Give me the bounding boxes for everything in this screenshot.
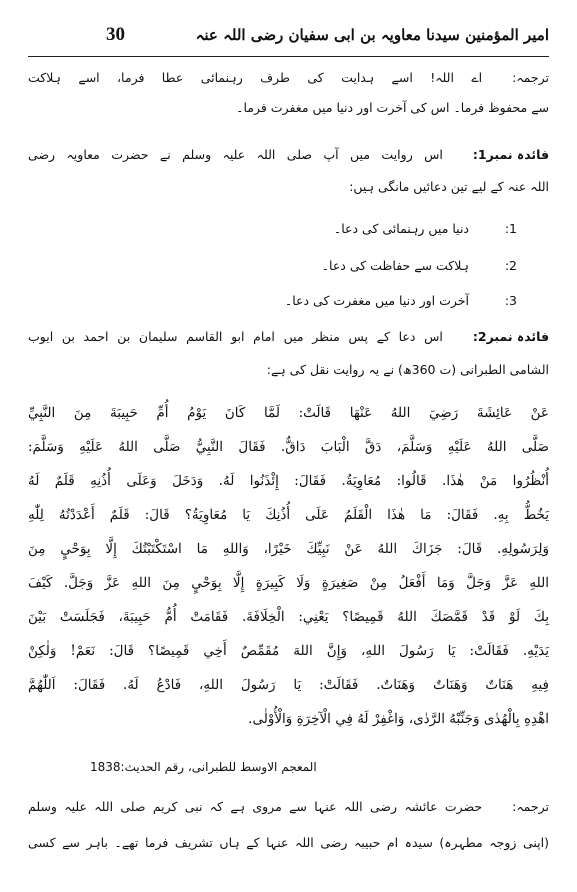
list-item-number: 3: xyxy=(504,293,517,308)
arabic-text-line: عَنْ عَائِشَةَ رَضِيَ اللهُ عَنْهَا قَالَتْ: لَمَّا كَانَ يَوْمُ أُمِّ حَبِيبَةَ مِنَ النَّبِيِّ xyxy=(28,405,549,421)
list-item xyxy=(285,291,517,311)
arabic-text-line: يَدَيْهِ. فَقَالَتْ: يَا رَسُولَ اللهِ، وَإِنَّ اللهَ مُقَمِّصٌ أَخِي قَمِيصًا؟ قَالَ: نَعَمْ! وَلٰكِنْ xyxy=(28,643,549,659)
arabic-text-line: اهْدِهِ بِالْهُدٰى وَجَنِّبْهُ الرَّدٰى، وَاغْفِرْ لَهُ فِي الْآخِرَةِ وَالْأُوْلٰى. xyxy=(248,711,549,727)
note1-text1: اس روایت میں آپ صلی اللہ علیہ وسلم نے حضرت معاویہ رضی xyxy=(28,147,443,162)
arabic-text-line: يَخُطُّ بِهِ. فَقَالَ: مَا هٰذَا الْقَلَمُ عَلَى أُذُنِكَ يَا مُعَاوِيَةُ؟ قَالَ: قَلَمٌ أَعْدَدْتُهُ لِلّٰهِ xyxy=(28,507,549,523)
translation2-label: ترجمہ: xyxy=(512,799,549,814)
page-header xyxy=(28,18,549,57)
translation2-line1 xyxy=(28,797,549,817)
list-item-text: دنیا میں رہنمائی کی دعا۔ xyxy=(333,221,469,236)
list-item xyxy=(322,256,517,276)
hadith-reference: المعجم الاوسط للطبرانی، رقم الحدیث:1838 xyxy=(90,760,317,774)
list-item-text: ہلاکت سے حفاظت کی دعا۔ xyxy=(321,258,469,273)
arabic-text-line: بِكَ لَوْ قَدْ قَمَّصَكَ اللهُ قَمِيصًا؟ يَعْنِي: الْخِلَافَةَ. فَقَامَتْ أُمُّ حَبِيبَةَ، فَجَلَسَتْ بَيْنَ xyxy=(28,609,549,625)
translation1-line1 xyxy=(28,68,549,88)
running-title: امیر المؤمنین سیدنا معاویہ بن ابی سفیان رضی اللہ عنہ xyxy=(195,26,549,44)
list-item-number: 1: xyxy=(504,221,517,236)
arabic-text-line: أُنْظُرُوا مَنْ هٰذَا. قَالُوا: مُعَاوِيَةُ. فَقَالَ: إِئْذَنُوا لَهُ. وَدَخَلَ وَعَلَى أُذُنِهِ قَلَمٌ لَهُ xyxy=(28,473,549,489)
arabic-text-line: صَلَّى اللهُ عَلَيْهِ وَسَلَّمَ، دَقَّ الْبَابَ دَاقٌّ. فَقَالَ النَّبِيُّ صَلَّى اللهُ عَلَيْهِ وَسَلَّمَ: xyxy=(28,439,549,455)
page-number: 30 xyxy=(106,24,125,45)
arabic-text-line: وَلِرَسُولِهِ. قَالَ: جَزَاكَ اللهُ عَنْ نَبِيِّكَ خَيْرًا، وَاللهِ مَا اسْتَكْتَبْتُكَ إِلَّا بِوَحْيٍ مِنَ xyxy=(28,541,549,557)
note2-text1: اس دعا کے پس منظر میں امام ابو القاسم سلیمان بن احمد بن ایوب xyxy=(28,329,443,344)
arabic-text-line: فِيهِ هَنَاتٌ وَهَنَاتٌ وَهَنَاتٌ. فَقَالَتْ: يَا رَسُولَ اللهِ، فَادْعُ لَهُ. فَقَالَ: اَللّٰهُمَّ xyxy=(28,677,549,693)
arabic-text-line: اللهِ عَزَّ وَجَلَّ وَمَا أَفْعَلُ مِنْ صَغِيرَةٍ وَلَا كَبِيرَةٍ إِلَّا بِوَحْيٍ مِنَ اللهِ عَزَّ وَجَلَّ. كَيْفَ xyxy=(28,575,549,591)
translation2-text1: حضرت عائشہ رضی اللہ عنہا سے مروی ہے کہ نبی کریم صلی اللہ علیہ وسلم xyxy=(28,799,483,814)
note2-line2: الشامی الطبرانی (ت 360ھ) نے یہ روایت نقل کی ہے: xyxy=(266,362,549,377)
translation2-line2: (اپنی زوجہ مطہرہ) سیدہ ام حبیبہ رضی اللہ عنہا کے ہاں تشریف فرما تھے۔ باہر سے کسی xyxy=(28,835,549,850)
translation1-line2: سے محفوظ فرما۔ اس کی آخرت اور دنیا میں مغفرت فرما۔ xyxy=(236,100,549,115)
translation1-label: ترجمہ: xyxy=(512,70,549,85)
note1-label: فائدہ نمبر1: xyxy=(472,147,549,162)
list-item-text: آخرت اور دنیا میں مغفرت کی دعا۔ xyxy=(284,293,469,308)
list-item xyxy=(334,219,517,239)
list-item-number: 2: xyxy=(504,258,517,273)
translation1-text1: اے اللہ! اسے ہدایت کی طرف رہنمائی عطا فرما، اسے ہلاکت xyxy=(28,70,483,85)
note1-line1 xyxy=(28,145,549,165)
note2-label: فائدہ نمبر2: xyxy=(472,329,549,344)
note2-line1 xyxy=(28,327,549,347)
note1-line2: اللہ عنہ کے لیے تین دعائیں مانگی ہیں: xyxy=(349,179,549,194)
